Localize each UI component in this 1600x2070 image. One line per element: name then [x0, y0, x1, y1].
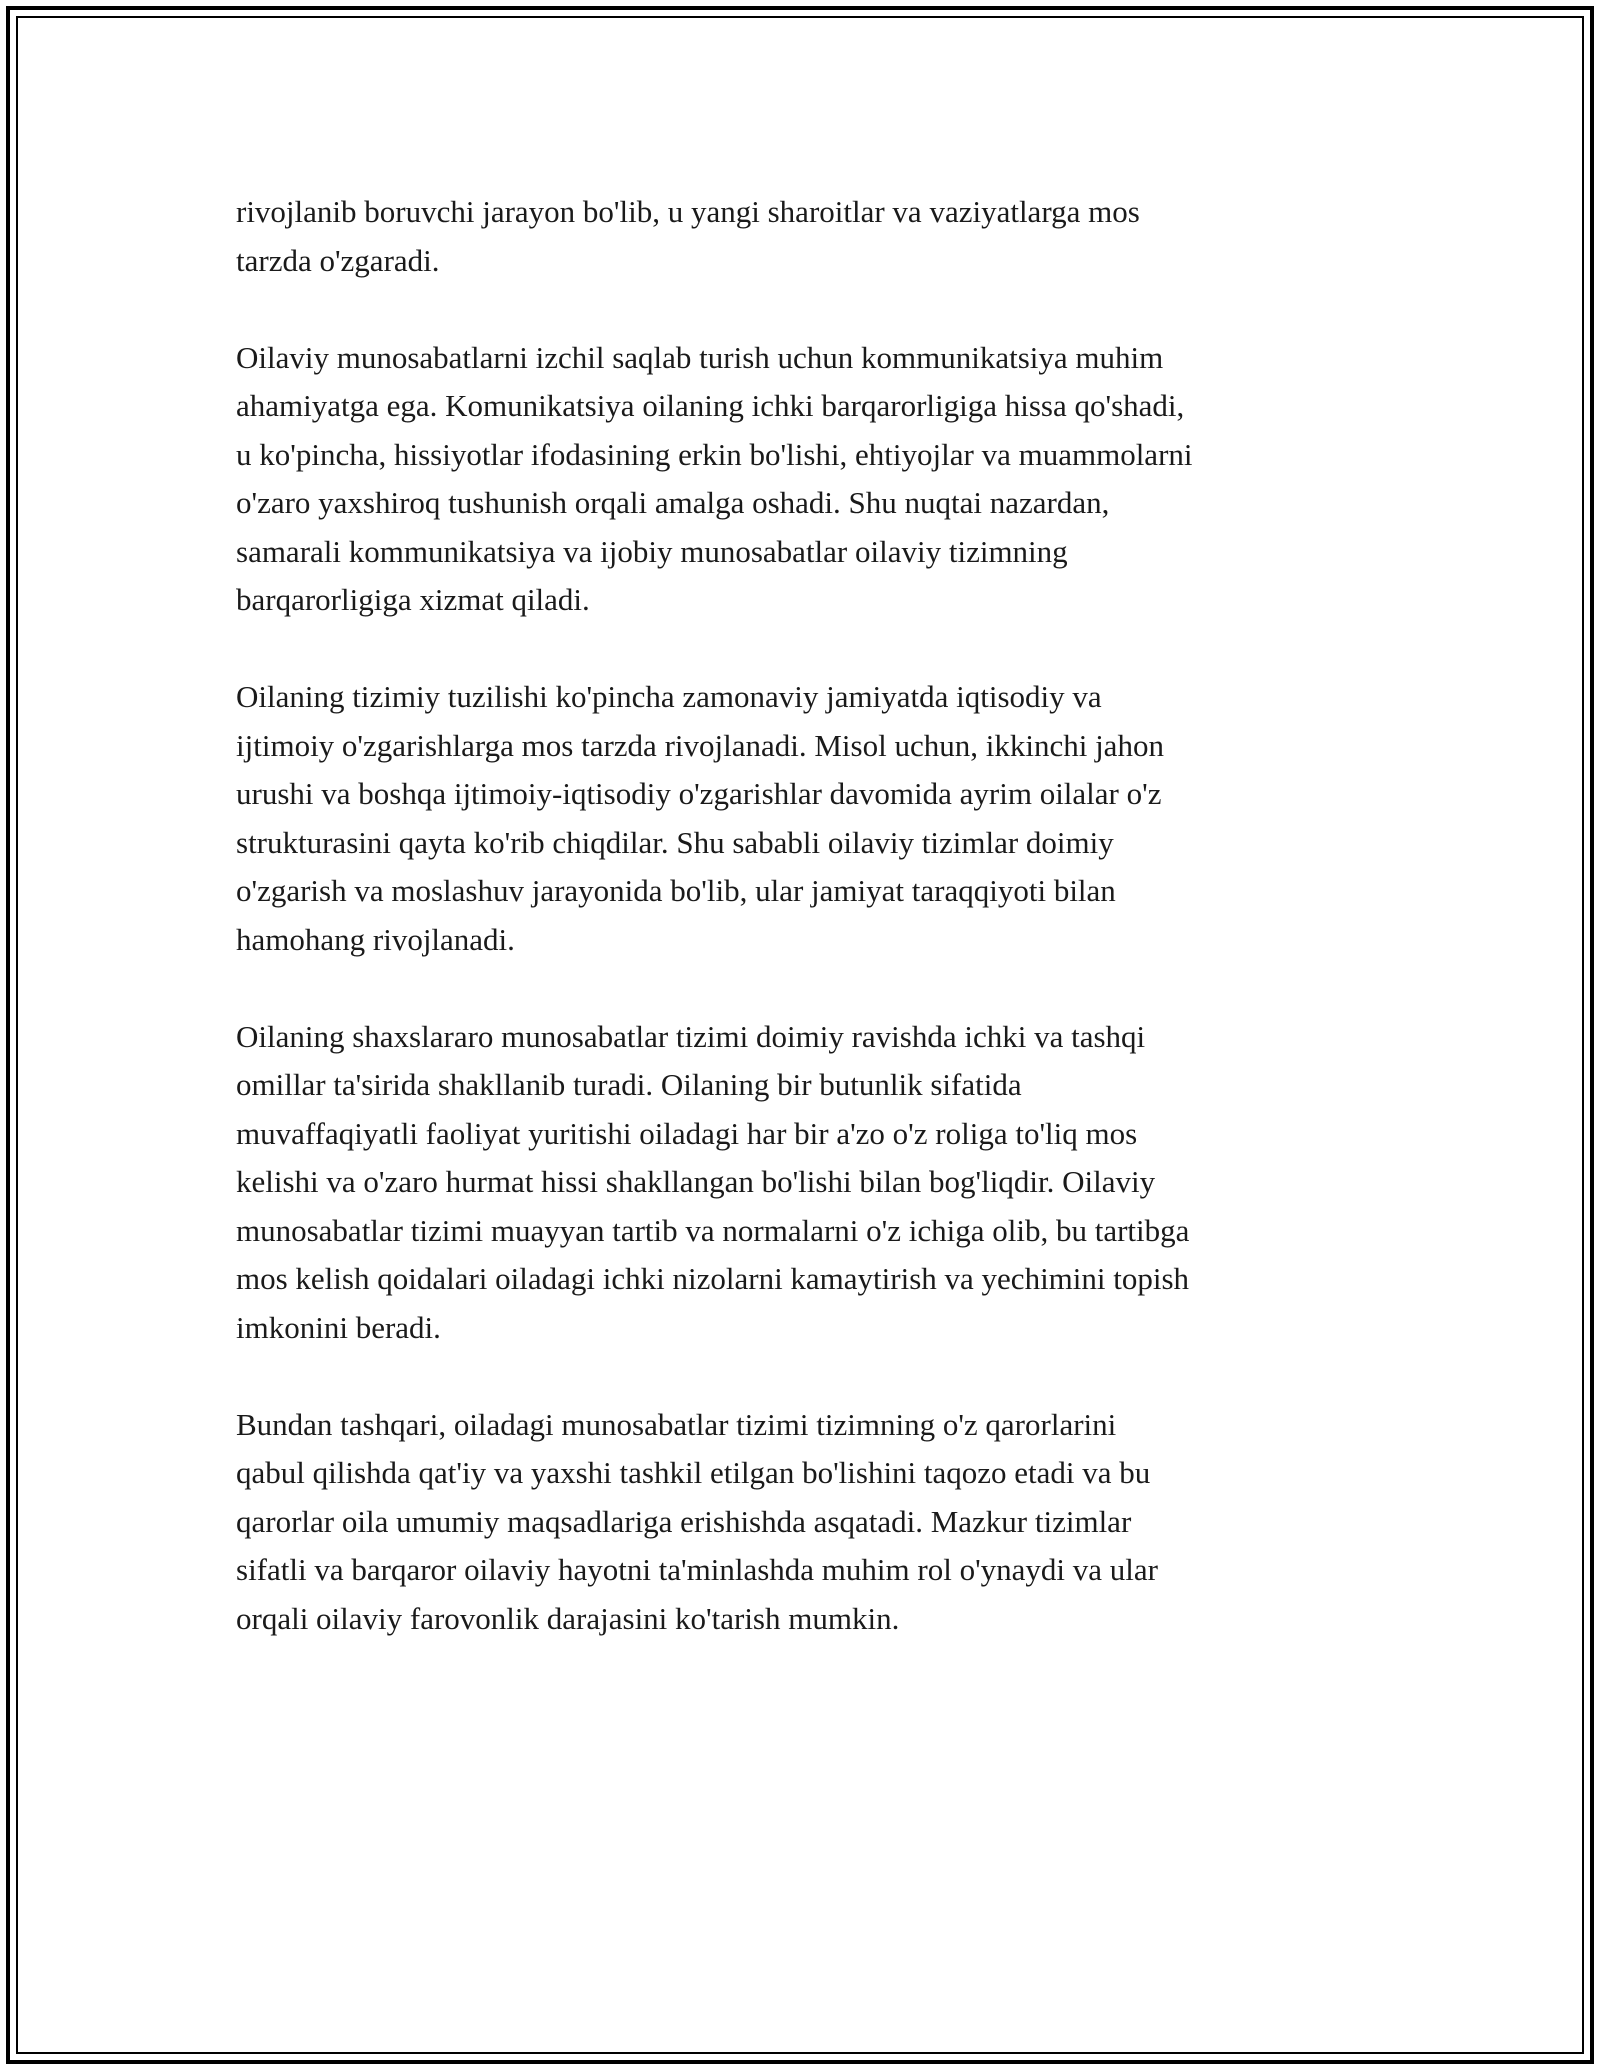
- paragraph: Oilaning shaxslararo munosabatlar tizimi doimiy ravishda ichki va tashqi omillar ta'sirida shakllanib turadi. Oilaning bir butunlik sifatida muvaffaqiyatli faoliyat yuritishi oiladagi har bir a'zo o'z roliga to'liq mos kelishi va o'zaro hurmat hissi shakllangan bo'lishi bilan bog'liqdir. Oilaviy munosabatlar tizimi muayyan tartib va normalarni o'z ichiga olib, bu tartibga mos kelish qoidalari oiladagi ichki nizolarni kamaytirish va yechimini topish imkonini beradi.: [236, 1018, 1190, 1345]
- document-body: [236, 188, 1376, 1692]
- paragraph: rivojlanib boruvchi jarayon bo'lib, u yangi sharoitlar va vaziyatlarga mos tarzda o'zgaradi.: [236, 194, 1140, 278]
- paragraph: Oilaning tizimiy tuzilishi ko'pincha zamonaviy jamiyatda iqtisodiy va ijtimoiy o'zgarishlarga mos tarzda rivojlanadi. Misol uchun, ikkinchi jahon urushi va boshqa ijtimoiy-iqtisodiy o'zgarishlar davomida ayrim oilalar o'z strukturasini qayta ko'rib chiqdilar. Shu sababli oilaviy tizimlar doimiy o'zgarish va moslashuv jarayonida bo'lib, ular jamiyat taraqqiyoti bilan hamohang rivojlanadi.: [236, 679, 1164, 957]
- paragraph: Oilaviy munosabatlarni izchil saqlab turish uchun kommunikatsiya muhim ahamiyatga ega. Komunikatsiya oilaning ichki barqarorligiga hissa qo'shadi, u ko'pincha, hissiyotlar ifodasining erkin bo'lishi, ehtiyojlar va muammolarni o'zaro yaxshiroq tushunish orqali amalga oshadi. Shu nuqtai nazardan, samarali kommunikatsiya va ijobiy munosabatlar oilaviy tizimning barqarorligiga xizmat qiladi.: [236, 339, 1193, 617]
- paragraph: Bundan tashqari, oiladagi munosabatlar tizimi tizimning o'z qarorlarini qabul qilishda qat'iy va yaxshi tashkil etilgan bo'lishini taqozo etadi va bu qarorlar oila umumiy maqsadlariga erishishda asqatadi. Mazkur tizimlar sifatli va barqaror oilaviy hayotni ta'minlashda muhim rol o'ynaydi va ular orqali oilaviy farovonlik darajasini ko'tarish mumkin.: [236, 1406, 1158, 1636]
